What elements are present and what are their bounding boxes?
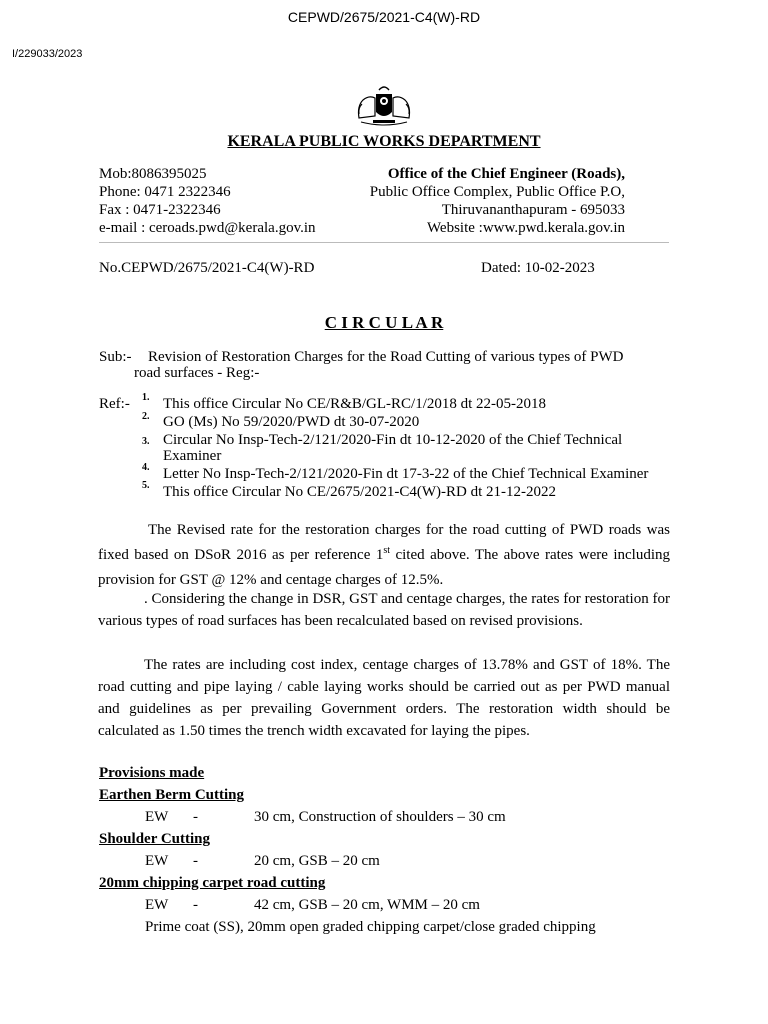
references-label: Ref:- <box>99 396 130 412</box>
reference-item-continued: Examiner <box>163 448 222 464</box>
department-title: KERALA PUBLIC WORKS DEPARTMENT <box>227 133 541 150</box>
reference-number: 1. <box>142 392 150 403</box>
body-paragraph-1 <box>98 518 670 593</box>
ew-value: 42 cm, GSB – 20 cm, WMM – 20 cm <box>254 897 480 913</box>
office-name: Office of the Chief Engineer (Roads), <box>387 166 625 182</box>
office-address-1: Public Office Complex, Public Office P.O, <box>369 184 625 200</box>
circular-date: Dated: 10-02-2023 <box>481 260 595 276</box>
ew-label: EW <box>145 853 169 869</box>
contact-phone: Phone: 0471 2322346 <box>99 184 231 200</box>
body-paragraph-2-text: . Considering the change in DSR, GST and centage charges, the rates for restoration for various types of road surfaces has been recalculated based on revised provisions. <box>98 591 670 629</box>
ew-value: 30 cm, Construction of shoulders – 30 cm <box>254 809 506 825</box>
reference-item: Circular No Insp-Tech-2/121/2020-Fin dt 10-12-2020 of the Chief Technical <box>163 432 623 448</box>
file-number: I/229033/2023 <box>12 48 83 60</box>
reference-number: 4. <box>142 462 150 473</box>
circular-title: C I R C U L A R <box>324 313 444 332</box>
kerala-state-emblem-icon <box>353 84 415 126</box>
subject-label: Sub:- <box>99 349 132 365</box>
section-title: 20mm chipping carpet road cutting <box>99 875 326 891</box>
ew-dash: - <box>193 809 198 825</box>
office-website: Website :www.pwd.kerala.gov.in <box>426 220 625 236</box>
reference-number: 3. <box>142 436 150 447</box>
ew-dash: - <box>193 897 198 913</box>
reference-item: Letter No Insp-Tech-2/121/2020-Fin dt 17-3-22 of the Chief Technical Examiner <box>163 466 649 482</box>
subject-line-1: Revision of Restoration Charges for the Road Cutting of various types of PWD <box>148 349 624 365</box>
body-paragraph-3 <box>98 654 670 742</box>
ordinal-superscript: st <box>383 545 391 556</box>
contact-email: e-mail : ceroads.pwd@kerala.gov.in <box>99 220 316 236</box>
reference-number: 5. <box>142 480 150 491</box>
reference-item: This office Circular No CE/R&B/GL-RC/1/2018 dt 22-05-2018 <box>163 396 547 412</box>
body-paragraph-1-text: The Revised rate for the restoration charges for the road cutting of PWD roads was fixed based on DSoR 2016 as per reference 1 <box>98 522 670 563</box>
reference-item: GO (Ms) No 59/2020/PWD dt 30-07-2020 <box>163 414 420 430</box>
reference-number: 2. <box>142 411 150 422</box>
section-title: Earthen Berm Cutting <box>99 787 244 803</box>
ew-dash: - <box>193 853 198 869</box>
provisions-heading: Provisions made <box>99 765 205 781</box>
body-paragraph-3-text: The rates are including cost index, centage charges of 13.78% and GST of 18%. The road cutting and pipe laying / cable laying works should be carried out as per PWD manual and guidelines as per prevailing Government orders. The restoration width should be calculated as 1.50 times the trench width excavated for laying the pipes. <box>98 657 670 739</box>
ew-label: EW <box>145 897 169 913</box>
subject-line-2: road surfaces - Reg:- <box>134 365 260 381</box>
section-extra: Prime coat (SS), 20mm open graded chipping carpet/close graded chipping <box>145 919 596 935</box>
file-reference-header: CEPWD/2675/2021-C4(W)-RD <box>287 9 481 25</box>
body-paragraph-1-text-cont: cited above. The above rates were including provision for GST @ 12% and centage charges of 12.5%. <box>98 547 671 588</box>
circular-number: No.CEPWD/2675/2021-C4(W)-RD <box>99 260 315 276</box>
contact-mobile: Mob:8086395025 <box>99 166 207 182</box>
reference-item: This office Circular No CE/2675/2021-C4(W)-RD dt 21-12-2022 <box>163 484 556 500</box>
contact-fax: Fax : 0471-2322346 <box>99 202 221 218</box>
header-divider <box>99 242 669 243</box>
ew-label: EW <box>145 809 169 825</box>
ew-value: 20 cm, GSB – 20 cm <box>254 853 380 869</box>
body-paragraph-2 <box>98 588 670 632</box>
section-title: Shoulder Cutting <box>99 831 211 847</box>
office-address-2: Thiruvananthapuram - 695033 <box>441 202 625 218</box>
